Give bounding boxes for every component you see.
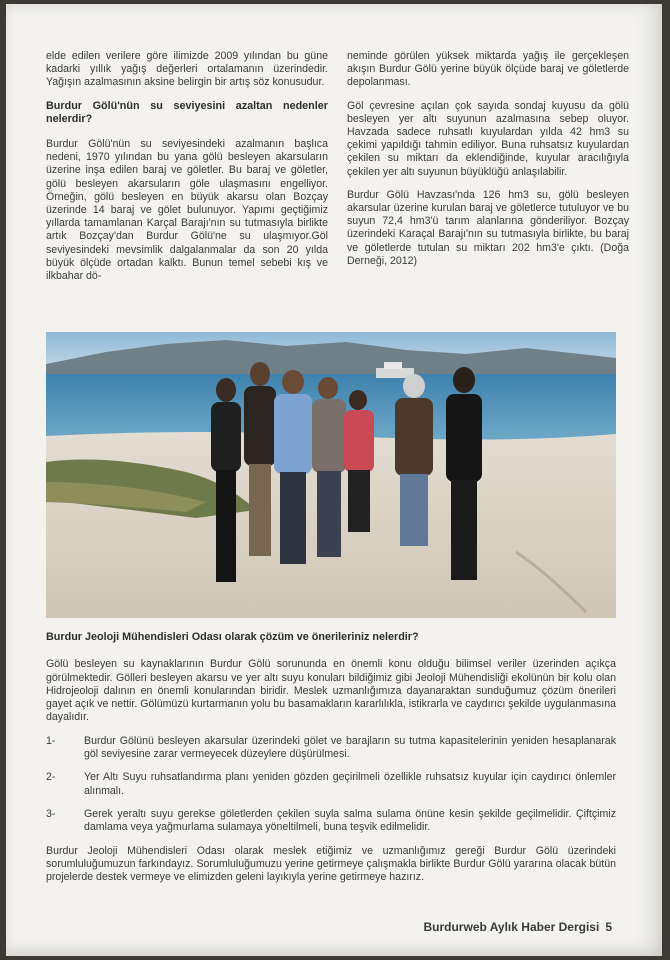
page-footer [423,920,612,934]
left-intro-paragraph: elde edilen verilere göre ilimizde 2009 yılından bu güne kadarki yıllık yağış değerleri ortalamanın üzerindedir. Yağışın azalmasının aksine belirgin bir artış söz konusudur. [46,50,328,89]
solution-text: Burdur Gölünü besleyen akarsular üzerindeki gölet ve barajların su tutma kapasitelerinin yeniden hesaplanarak göl seviyesine zarar vermeyecek düzeylere düşürülmesi. [84,734,616,761]
right-column [347,50,629,278]
right-paragraph-1: neminde görülen yüksek miktarda yağış ile gerçekleşen akışın Burdur Gölü yerine büyük ölçüde baraj ve göletlerde depolanması. [347,50,629,89]
closing-paragraph: Burdur Jeoloji Mühendisleri Odası olarak meslek etiğimiz ve uzmanlığımız gereği Burdur Gölü üzerindeki sorumluluğumuzun farkındayız. Sorumluluğumuzu yerine getirmeye çalışmakla birlikte Burdur Gölü yararına olacak bütün projelerde destek vermeye ve elimizden geleni layıkıyla yerine getirmeye hazırız. [46,844,616,884]
causes-heading: Burdur Gölü'nün su seviyesini azaltan nedenler nelerdir? [46,99,328,125]
solutions-section [46,631,616,894]
solutions-heading: Burdur Jeoloji Mühendisleri Odası olarak çözüm ve önerileriniz nelerdir? [46,631,419,643]
solution-item [46,735,616,762]
solution-text: Gerek yeraltı suyu gerekse göletlerden çekilen suyla salma sulama önüne kesin şekilde geçilmelidir. Çiftçimiz damlama veya yağmurlama sulamaya yöneltilmeli, buna teşvik edilmelidir. [84,807,616,834]
magazine-page [6,4,662,956]
solution-text: Yer Altı Suyu ruhsatlandırma planı yeniden gözden geçirilmeli özellikle ruhsatsız kuyular için caydırıcı önlemler alınmalı. [84,771,616,797]
solutions-intro: Gölü besleyen su kaynaklarının Burdur Gölü sorununda en önemli konu olduğu bilimsel veriler üzerinden açıkça görülmektedir. Gölleri besleyen akarsu ve yer altı suyu konuları bildiğimiz gibi Jeoloji Mühendisliği ekolünün bir kolu olan Hidrojeoloji dalının en önemli konularından biridir. Meslek uzmanlığımıza dayanaraktan sunduğumuz çözüm önerileri gayet açık ve nettir. Gölümüzü kurtarmanın yolu bu basamakların kararlılıkla, istikrarla ve caydırıcı şekilde uygulanmasına dayalıdır. [46,658,616,724]
magazine-name: Burdurweb Aylık Haber Dergisi [423,920,600,934]
lakeside-group-photo [46,332,616,618]
solution-item [46,808,616,835]
right-paragraph-3: Burdur Gölü Havzası'nda 126 hm3 su, gölü besleyen akarsular üzerine kurulan baraj ve göletlerce tutuluyor ve bu suyun 72,4 hm3'ü tarım alanlarına gönderiliyor. Bozçay üzerindeki Karaçal Barajı'nın su tutmasıyla birlikte, bu baraj ve göletlerde tutulan su miktarı 202 hm3'e çıktı. (Doğa Derneği, 2012) [347,188,629,267]
left-column [46,50,328,293]
page-number: 5 [605,920,612,934]
solution-number: 1- [46,734,56,747]
solution-number: 3- [46,807,56,820]
causes-paragraph: Burdur Gölü'nün su seviyesindeki azalmanın başlıca nedeni, 1970 yılından bu yana gölü besleyen akarsuların üzerine inşa edilen baraj ve göletler. Bu baraj ve göletler, gölü besleyen akarsuların göle ulaşmasını engelliyor. Örneğin, gölü besleyen en büyük akarsu olan Bozçay üzerinde 14 baraj ve gölet bulunuyor. Yapımı geçtiğimiz yıllarda tamamlanan Karçal Barajı'nın su tutmasıyla birlikte artık Bozçay'dan Burdur Gölü'ne su ulaşmıyor.Göl seviyesindeki mevsimlik dalgalanmalar da son 20 yılda büyük ölçüde ortadan kalktı. Bunun temel sebebi kış ve ilkbahar dö- [46,138,328,283]
solution-item [46,771,616,798]
right-paragraph-2: Göl çevresine açılan çok sayıda sondaj kuyusu da gölü besleyen yer altı suyunun azalmasına sebep oluyor. Havzada sadece ruhsatlı kuyulardan yılda 42 hm3 su çekimi yapıldığı tahmin ediliyor. Buna ruhsatsız kuyulardan çekilen su miktarı da eklendiğinde, kuyular aracılığıyla çekilen yer altı suyunun büyüklüğü anlaşılabilir. [347,99,629,178]
solution-number: 2- [46,771,56,784]
